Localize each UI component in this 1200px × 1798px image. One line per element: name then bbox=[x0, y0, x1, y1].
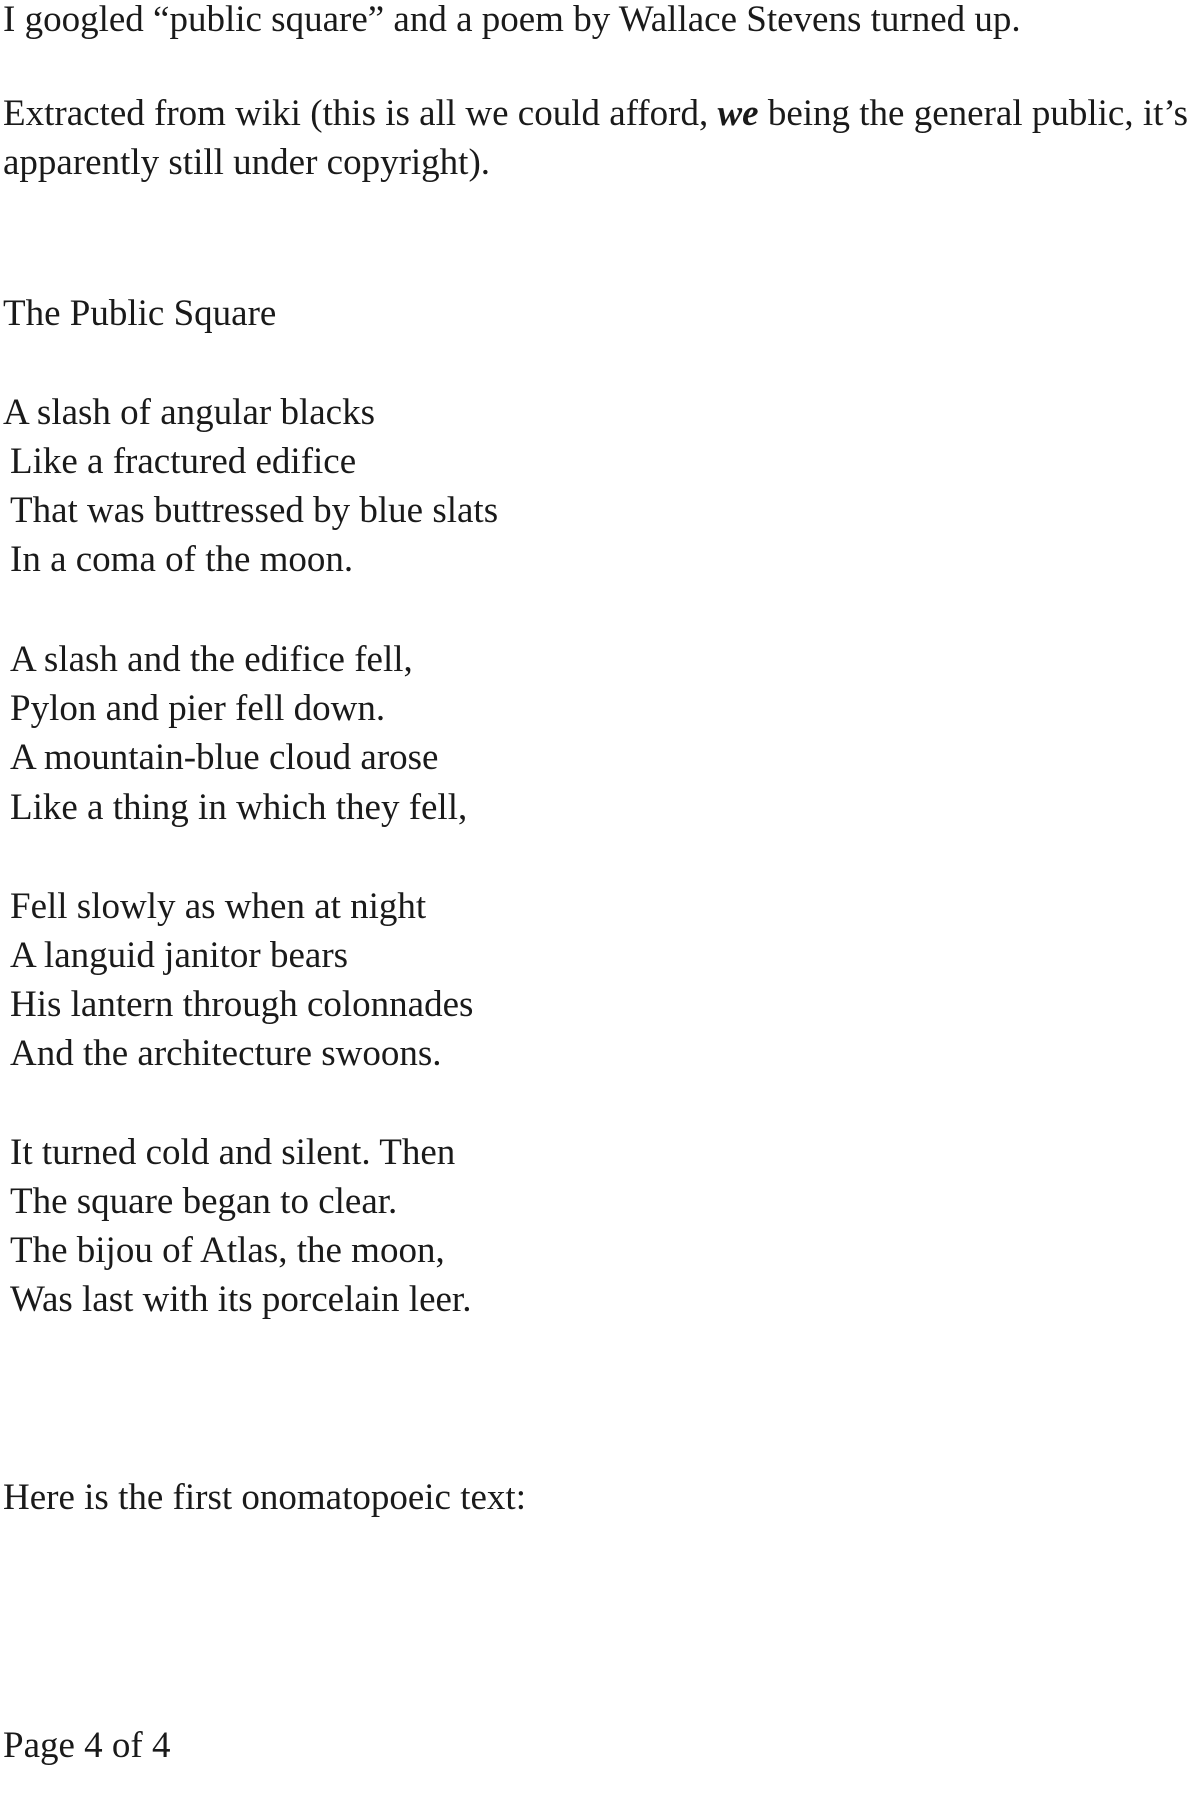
poem-line: The bijou of Atlas, the moon, bbox=[10, 1230, 445, 1271]
poem-title: The Public Square bbox=[3, 293, 277, 334]
poem-line: A slash and the edifice fell, bbox=[10, 639, 413, 680]
poem-line: Like a thing in which they fell, bbox=[10, 787, 468, 828]
poem-line: Pylon and pier fell down. bbox=[10, 688, 386, 729]
poem-line: Was last with its porcelain leer. bbox=[10, 1279, 472, 1320]
extract-text-after: being the general public, it’s bbox=[758, 93, 1189, 134]
poem-line: And the architecture swoons. bbox=[10, 1033, 442, 1074]
poem-line: His lantern through colonnades bbox=[10, 984, 474, 1025]
intro-line: I googled “public square” and a poem by Wallace Stevens turned up. bbox=[3, 0, 1021, 40]
extract-text-before: Extracted from wiki (this is all we could afford, bbox=[3, 93, 718, 134]
poem-line: It turned cold and silent. Then bbox=[10, 1132, 456, 1173]
poem-line: Fell slowly as when at night bbox=[10, 886, 427, 927]
poem-line: A languid janitor bears bbox=[10, 935, 349, 976]
poem-line: Like a fractured edifice bbox=[10, 441, 357, 482]
extract-line-2: apparently still under copyright). bbox=[3, 142, 491, 183]
page-footer: Page 4 of 4 bbox=[3, 1725, 171, 1766]
extract-emphasis: we bbox=[717, 93, 759, 134]
outro-text: Here is the first onomatopoeic text: bbox=[3, 1477, 526, 1518]
poem-line: A slash of angular blacks bbox=[3, 392, 375, 433]
poem-line: That was buttressed by blue slats bbox=[10, 490, 499, 531]
poem-line: In a coma of the moon. bbox=[10, 539, 354, 580]
poem-line: The square began to clear. bbox=[10, 1181, 398, 1222]
poem-line: A mountain-blue cloud arose bbox=[10, 737, 439, 778]
extract-line bbox=[3, 90, 1188, 138]
